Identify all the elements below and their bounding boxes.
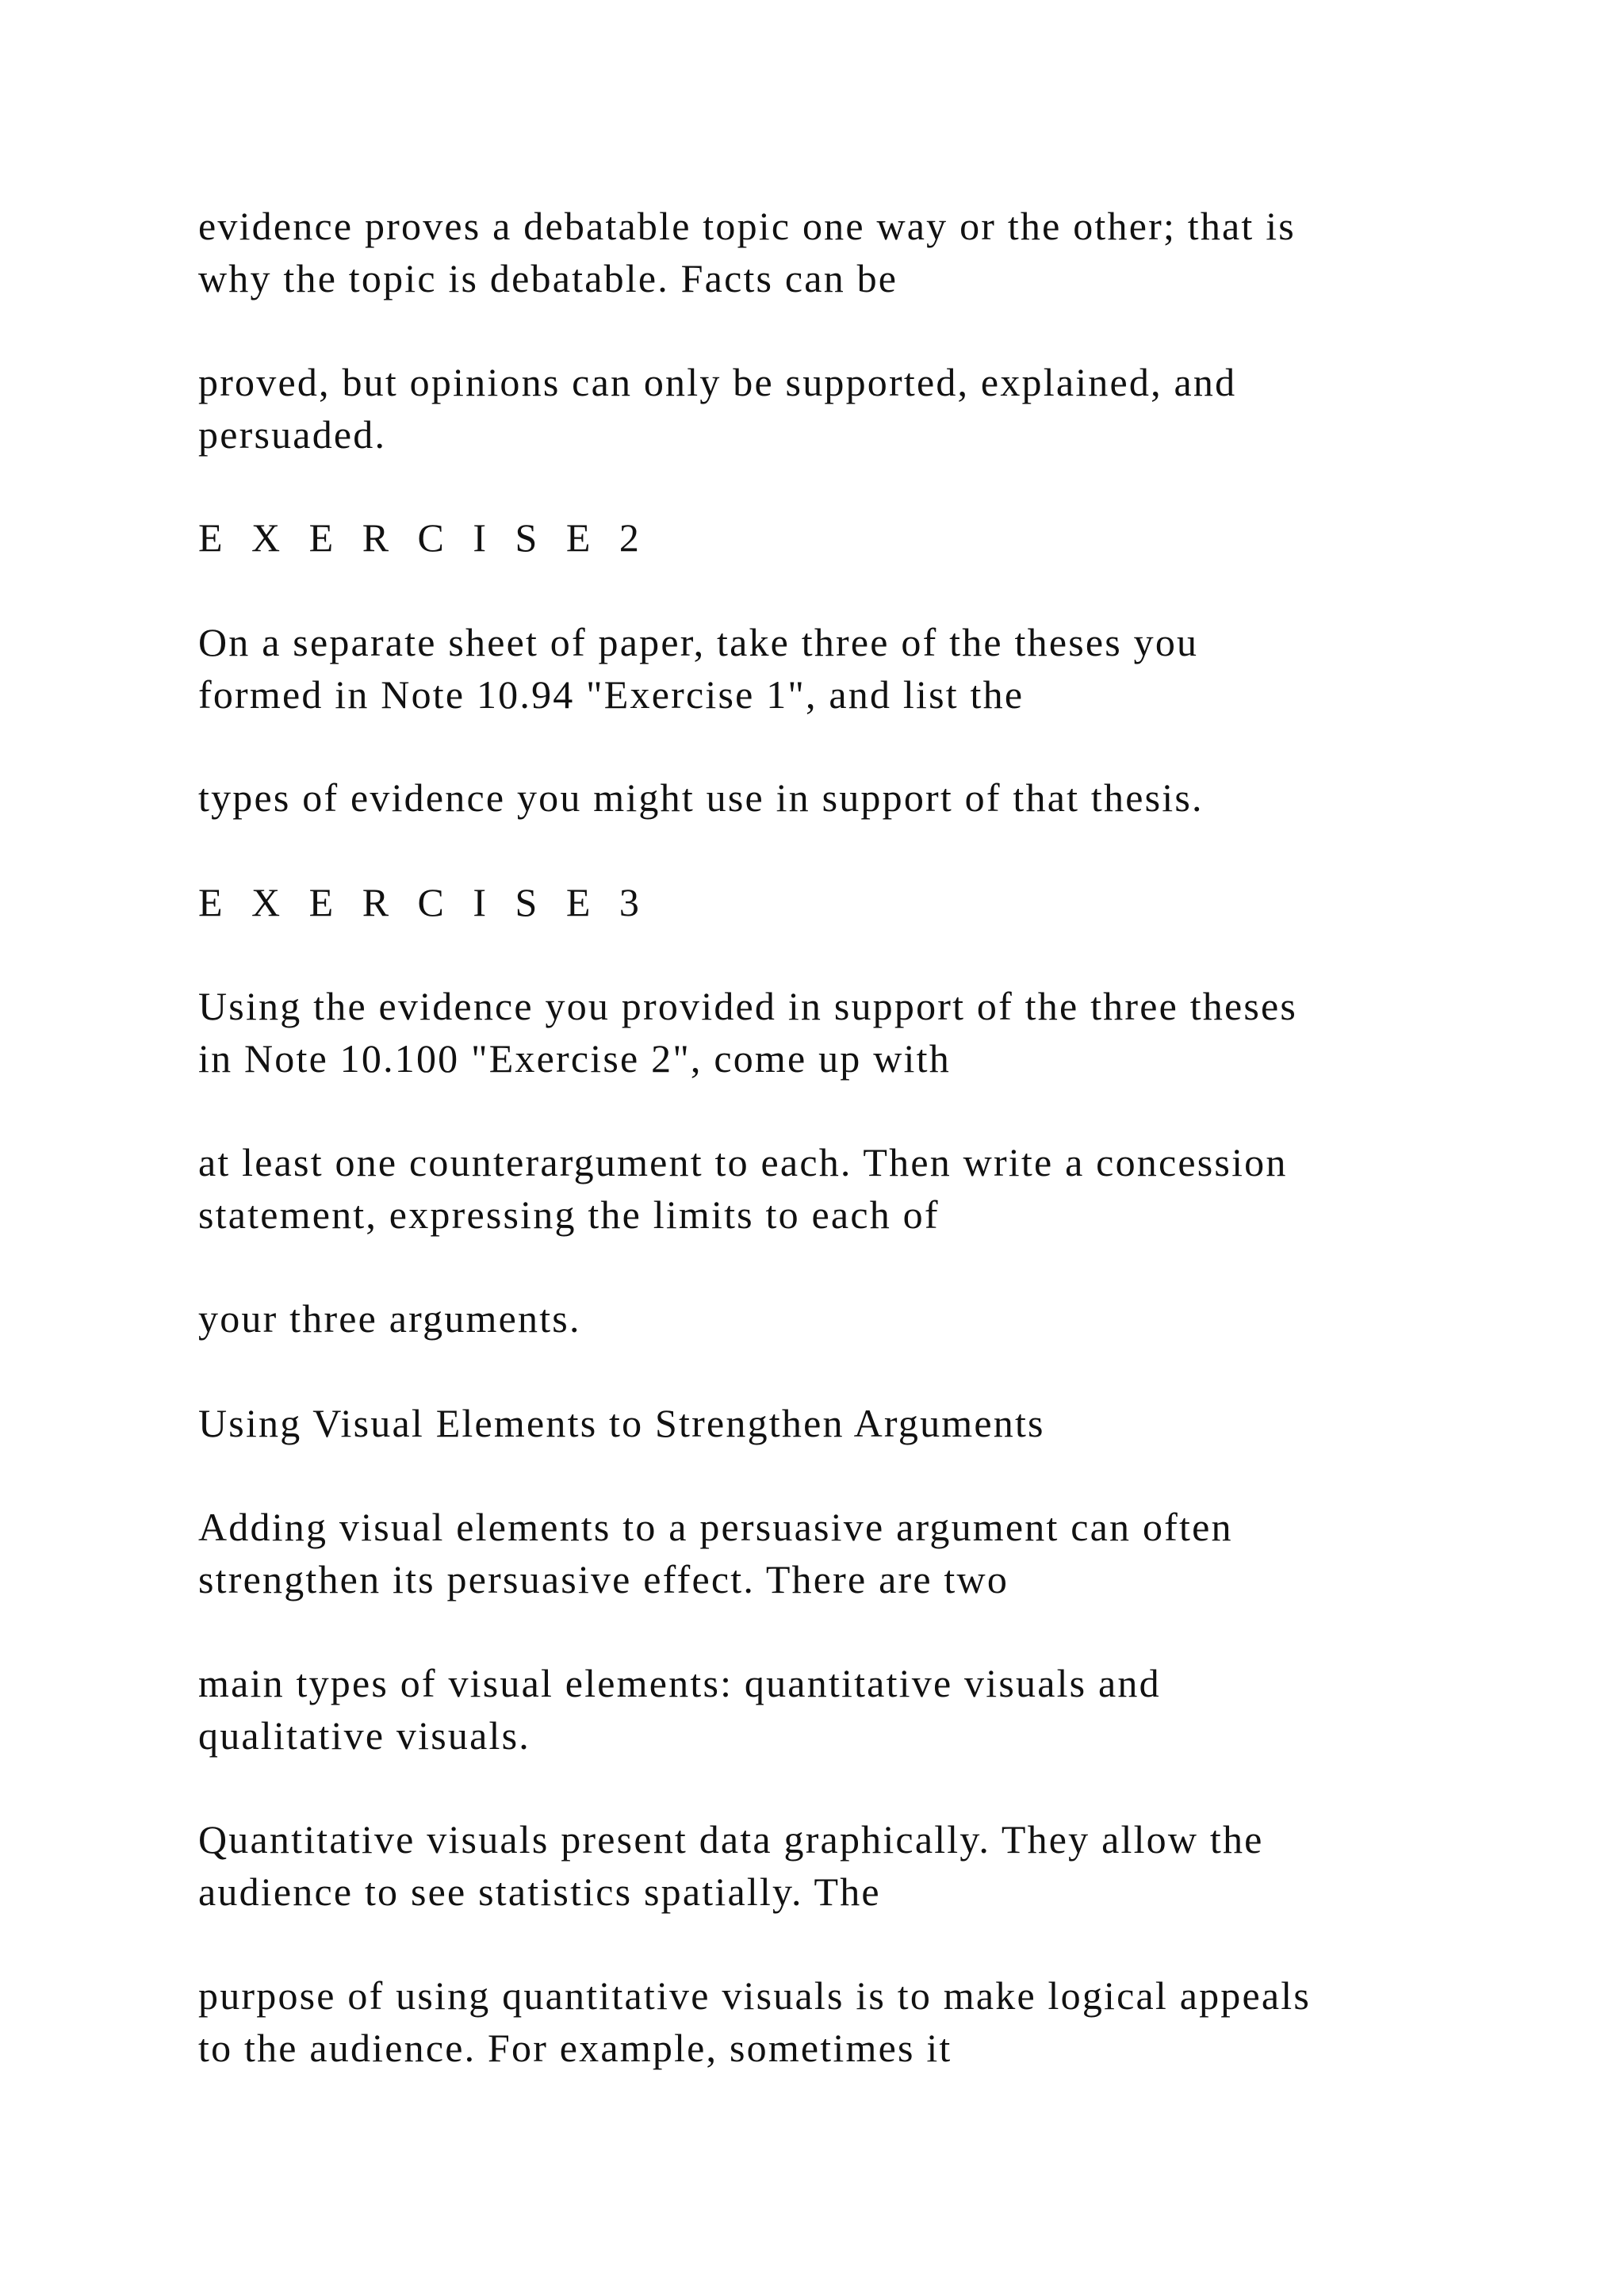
- paragraph-12-line-2: qualitative visuals.: [198, 1713, 530, 1758]
- paragraph-12-line-1: main types of visual elements: quantitative visuals and: [198, 1661, 1161, 1705]
- paragraph-11-line-1: Adding visual elements to a persuasive argument can often: [198, 1505, 1233, 1549]
- paragraph-4-line-2: formed in Note 10.94 "Exercise 1", and list the: [198, 672, 1025, 717]
- paragraph-1-line-2: why the topic is debatable. Facts can be: [198, 256, 898, 300]
- paragraph-11-line-2: strengthen its persuasive effect. There are two: [198, 1557, 1009, 1601]
- paragraph-4-line-1: On a separate sheet of paper, take three of the theses you: [198, 620, 1199, 664]
- paragraph-14-line-2: to the audience. For example, sometimes it: [198, 2026, 952, 2070]
- section-heading-visual-elements: Using Visual Elements to Strengthen Arguments: [198, 1401, 1045, 1445]
- paragraph-7-line-1: Using the evidence you provided in support of the three theses: [198, 984, 1298, 1028]
- paragraph-2-line-1: proved, but opinions can only be supported, explained, and: [198, 360, 1237, 404]
- paragraph-1-line-1: evidence proves a debatable topic one way or the other; that is: [198, 204, 1296, 248]
- paragraph-13-line-1: Quantitative visuals present data graphically. They allow the: [198, 1817, 1264, 1862]
- paragraph-13-line-2: audience to see statistics spatially. The: [198, 1869, 881, 1914]
- exercise-3-heading: E X E R C I S E 3: [198, 880, 649, 924]
- paragraph-7-line-2: in Note 10.100 "Exercise 2", come up with: [198, 1036, 951, 1081]
- paragraph-8-line-2: statement, expressing the limits to each of: [198, 1192, 940, 1237]
- exercise-2-heading: E X E R C I S E 2: [198, 515, 649, 560]
- paragraph-2-line-2: persuaded.: [198, 412, 387, 457]
- paragraph-9-line-1: your three arguments.: [198, 1296, 581, 1341]
- paragraph-14-line-1: purpose of using quantitative visuals is to make logical appeals: [198, 1973, 1312, 2018]
- paragraph-8-line-1: at least one counterargument to each. Then write a concession: [198, 1140, 1288, 1184]
- paragraph-5-line-1: types of evidence you might use in support of that thesis.: [198, 775, 1204, 820]
